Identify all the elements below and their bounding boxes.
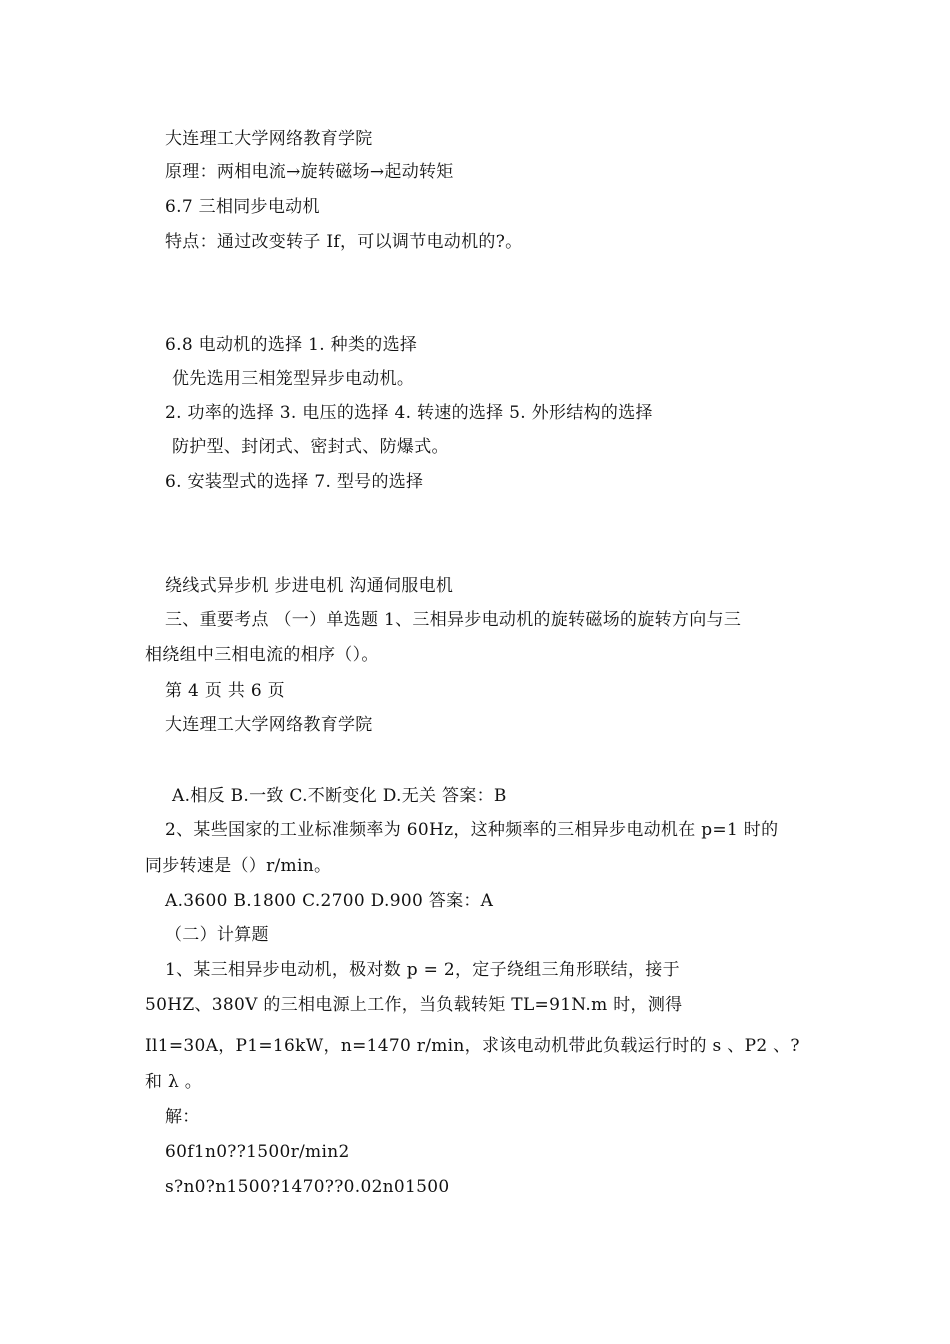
page-number: 第 4 页 共 6 页 xyxy=(165,681,285,701)
q2-line-1: 2、某些国家的工业标准频率为 60Hz，这种频率的三相异步电动机在 p=1 时的 xyxy=(165,820,779,840)
key-points-line-1: 三、重要考点 （一）单选题 1、三相异步电动机的旋转磁场的旋转方向与三 xyxy=(165,610,742,630)
calc-line-2: 50HZ、380V 的三相电源上工作，当负载转矩 TL=91N.m 时，测得 xyxy=(145,995,683,1015)
calc-line-3: Il1=30A，P1=16kW，n=1470 r/min，求该电动机带此负载运行时的 s 、P2 、? xyxy=(145,1036,800,1056)
solution-label: 解： xyxy=(165,1107,200,1127)
calc-heading: （二）计算题 xyxy=(165,925,269,945)
principle-line: 原理：两相电流→旋转磁场→起动转矩 xyxy=(165,162,454,182)
q1-options: A.相反 B.一致 C.不断变化 D.无关 答案：B xyxy=(172,786,507,806)
header-institution-2: 大连理工大学网络教育学院 xyxy=(165,715,373,735)
calc-line-1: 1、某三相异步电动机，极对数 p = 2，定子绕组三角形联结，接于 xyxy=(165,960,680,980)
section-6-7-heading: 6.7 三相同步电动机 xyxy=(165,197,320,217)
solution-line-2: s?n0?n1500?1470??0.02n01500 xyxy=(165,1177,450,1197)
protection-line: 防护型、封闭式、密封式、防爆式。 xyxy=(172,437,449,457)
section-6-8-heading: 6.8 电动机的选择 1. 种类的选择 xyxy=(165,335,418,355)
feature-line: 特点：通过改变转子 If，可以调节电动机的?。 xyxy=(165,232,523,252)
q2-line-2: 同步转速是（）r/min。 xyxy=(145,856,332,876)
prefer-line: 优先选用三相笼型异步电动机。 xyxy=(172,369,415,389)
calc-line-4: 和 λ 。 xyxy=(145,1072,203,1092)
install-line: 6. 安装型式的选择 7. 型号的选择 xyxy=(165,472,424,492)
header-institution: 大连理工大学网络教育学院 xyxy=(165,129,373,149)
solution-line-1: 60f1n0??1500r/min2 xyxy=(165,1142,350,1162)
q2-options: A.3600 B.1800 C.2700 D.900 答案：A xyxy=(165,891,494,911)
key-points-line-2: 相绕组中三相电流的相序（）。 xyxy=(145,645,379,665)
choices-line: 2. 功率的选择 3. 电压的选择 4. 转速的选择 5. 外形结构的选择 xyxy=(165,403,653,423)
motors-line: 绕线式异步机 步进电机 沟通伺服电机 xyxy=(165,576,454,596)
